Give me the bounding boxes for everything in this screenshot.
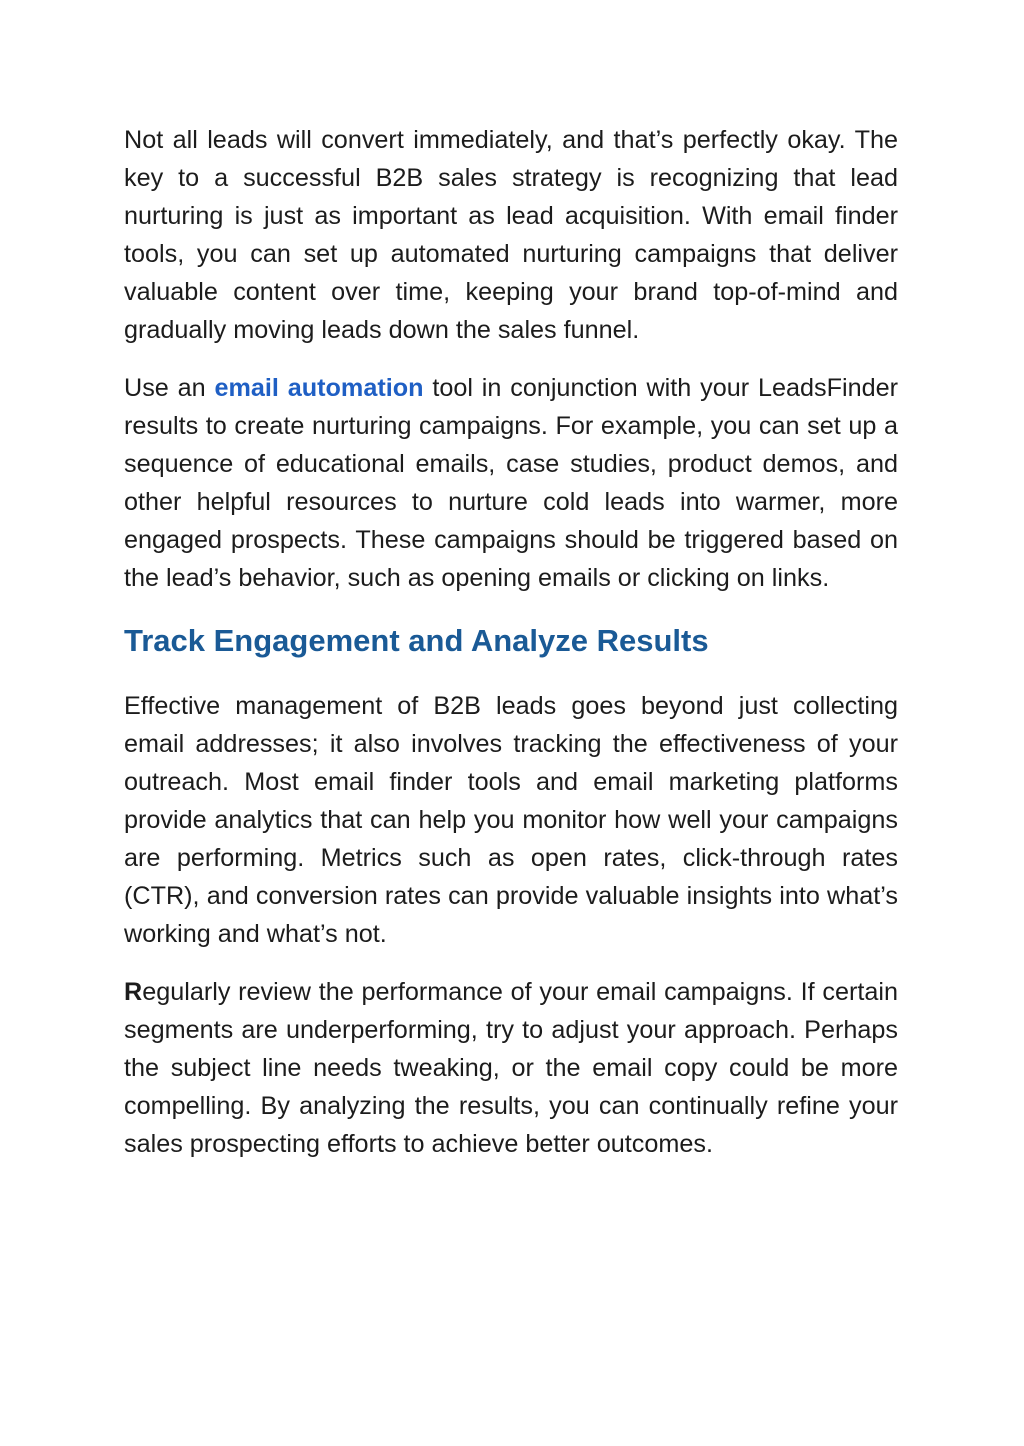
email-automation-link[interactable]: email automation bbox=[214, 374, 424, 402]
paragraph-tracking: Effective management of B2B leads goes beyond just collecting email addresses; it also involves tracking the effectiveness of your outreach. Most email finder tools and email marketing platforms provide analytics that can help you monitor how well your campaigns are performing. Metrics such as open rates, click-through rates (CTR), and conversion rates can provide valuable insights into what’s working and what’s not. bbox=[124, 692, 898, 948]
bold-initial-letter: R bbox=[124, 978, 143, 1006]
paragraph-review-text: egularly review the performance of your email campaigns. If certain segments are underperforming, try to adjust your approach. Perhaps the subject line needs tweaking, or the email copy could be more compelling. By analyzing the results, you can continually refine your sales prospecting efforts to achieve better outcomes. bbox=[124, 978, 898, 1158]
section-heading: Track Engagement and Analyze Results bbox=[124, 623, 709, 658]
paragraph-review bbox=[124, 973, 898, 1163]
document-page bbox=[124, 121, 898, 1183]
paragraph-lead-nurturing: Not all leads will convert immediately, and that’s perfectly okay. The key to a successful B2B sales strategy is recognizing that lead nurturing is just as important as lead acquisition. With email finder tools, you can set up automated nurturing campaigns that deliver valuable content over time, keeping your brand top-of-mind and gradually moving leads down the sales funnel. bbox=[124, 126, 898, 344]
paragraph-text-before-link: Use an bbox=[124, 374, 215, 402]
paragraph-email-automation bbox=[124, 369, 898, 597]
paragraph-text-after-link: tool in conjunction with your LeadsFinder results to create nurturing campaigns. For example, you can set up a sequence of educational emails, case studies, product demos, and other helpful resources to nurture cold leads into warmer, more engaged prospects. These campaigns should be triggered based on the lead’s behavior, such as opening emails or clicking on links. bbox=[124, 374, 898, 592]
